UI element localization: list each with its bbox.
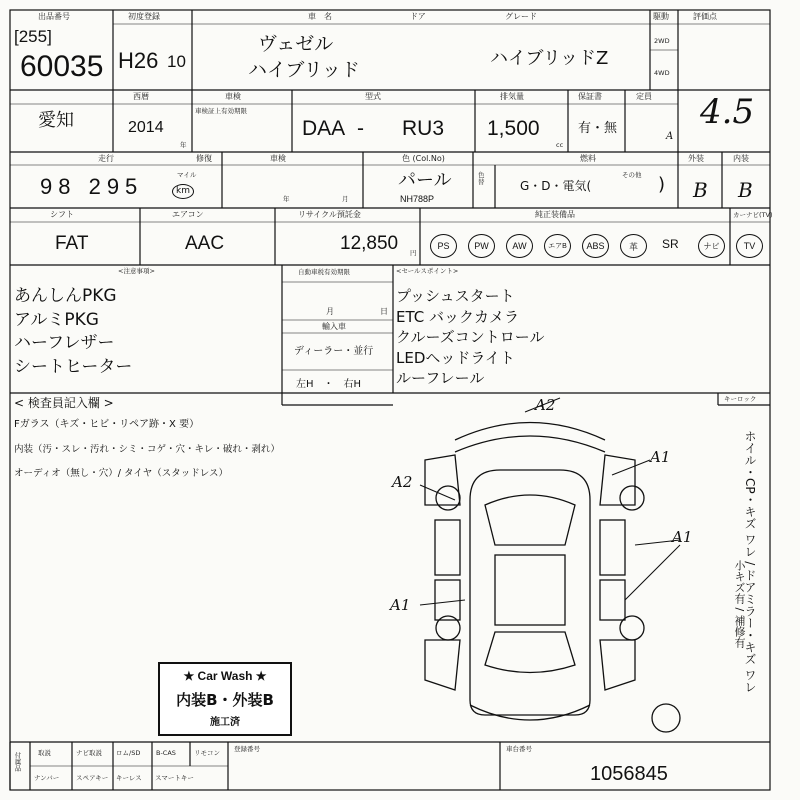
color-label: 色 (Col.No) <box>402 154 445 163</box>
door-label: ドア <box>410 12 426 21</box>
footer-cell: スマートキー <box>155 774 194 782</box>
car-subname: ハイブリッド <box>248 59 360 81</box>
damage-mark: A1 <box>650 448 671 466</box>
rear-bumper-shape <box>470 705 590 720</box>
left-rear-fender <box>425 640 460 690</box>
mile-label: マイル <box>177 171 197 179</box>
sales-item: LEDヘッドライト <box>396 348 515 367</box>
cc-label: 排気量 <box>500 92 524 101</box>
equip-sr: SR <box>662 237 679 251</box>
footer-cell: キーレス <box>116 774 142 782</box>
score-note: A <box>666 131 674 142</box>
equip-abs: ABS <box>582 234 609 258</box>
damage-mark: A2 <box>535 396 556 414</box>
yen-unit: 円 <box>410 249 417 257</box>
right-front-fender <box>600 455 635 505</box>
mileage-label: 走行 <box>98 154 114 163</box>
damage-mark: A1 <box>390 596 411 614</box>
fuel-options: G・D・電気( <box>520 179 592 193</box>
fuel-label: 燃料 <box>580 154 596 163</box>
footer-cell: スペアキー <box>76 774 109 782</box>
repair-label: 修復 <box>196 154 212 163</box>
displacement: 1,500 <box>487 117 540 140</box>
damage-mark: A1 <box>672 528 693 546</box>
year-western: 2014 <box>128 119 164 136</box>
region: 愛知 <box>38 110 74 131</box>
notes-item: ハーフレザー <box>14 333 115 353</box>
footer-chassis-label: 車台番号 <box>506 745 532 753</box>
chassis-number: 1056845 <box>590 763 668 785</box>
cc-unit: cc <box>556 141 564 149</box>
reg-era: H26 <box>118 48 159 73</box>
ac-label: エアコン <box>172 210 204 219</box>
front-bumper-shape <box>455 423 605 441</box>
front-left-wheel <box>436 486 460 510</box>
car-exam-label: 車検 <box>225 92 241 101</box>
right-rear-fender <box>600 640 635 690</box>
tax-day: 日 <box>380 307 388 316</box>
notes-label: <注意事項> <box>118 267 155 275</box>
equip-pw: PW <box>468 234 495 258</box>
inspector-line2: 内装（汚・スレ・汚れ・シミ・コゲ・穴・キレ・破れ・剥れ） <box>14 444 280 455</box>
inspector-line1: Fガラス（キズ・ヒビ・リペア跡・X 要） <box>14 419 200 430</box>
notes-item: アルミPKG <box>14 309 99 330</box>
shift-value: FAT <box>55 233 89 254</box>
footer-cell: 取説 <box>38 749 51 757</box>
drive-2wd: 2WD <box>654 37 670 45</box>
tax-month: 月 <box>326 307 334 316</box>
sales-item: クルーズコントロール <box>396 328 545 346</box>
side-note-2: 小キズ有 / 補修有 <box>733 560 746 648</box>
notes-item: あんしんPKG <box>14 286 117 306</box>
equip-aw: AW <box>506 234 533 258</box>
year-unit: 年 <box>180 141 187 149</box>
type-label: 型式 <box>365 92 381 101</box>
inspector-line3: オーディオ（無し・穴）/ タイヤ（スタッドレス） <box>14 468 228 479</box>
footer-side-label: 付属品 <box>13 752 22 772</box>
name-label: 車 名 <box>308 12 332 21</box>
tax-expiry-label: 自動車税有効期限 <box>298 268 350 276</box>
footer-cell: ナンバー <box>34 774 60 782</box>
sales-item: プッシュスタート <box>396 287 515 305</box>
footer-cell: B-CAS <box>156 749 176 757</box>
footer-cell: ロム/SD <box>116 749 141 757</box>
footer-cell: ナビ取説 <box>76 749 102 757</box>
car-wash-line2: 施工済 <box>210 717 240 728</box>
footer-cell: リモコン <box>194 749 220 757</box>
model-prefix: DAA <box>302 117 346 140</box>
score-value: 4.5 <box>700 92 755 132</box>
car-wash-line1: 内装B・外装B <box>176 691 274 709</box>
inspector-title: < 検査員記入欄 > <box>14 396 114 410</box>
warranty: 有・無 <box>578 121 618 136</box>
car-name: ヴェゼル <box>258 33 334 55</box>
lot-number: 60035 <box>20 50 104 83</box>
interior-grade: B <box>738 178 753 202</box>
year-label: 西暦 <box>133 92 149 101</box>
spare-tire <box>652 704 680 732</box>
fuel-close: ) <box>658 174 666 195</box>
exterior-label: 外装 <box>688 154 704 163</box>
sales-item: ETC バックカメラ <box>396 307 520 326</box>
drive-4wd: 4WD <box>654 69 670 77</box>
grade-label: グレード <box>505 12 537 21</box>
exam-year-unit: 年 <box>283 195 290 203</box>
shift-label: シフト <box>50 210 74 219</box>
key-lock-label: キーロック <box>724 395 757 403</box>
color-code: NH788P <box>400 194 435 204</box>
dealer-label: ディーラー・並行 <box>294 346 374 357</box>
lot-label: 出品番号 <box>38 12 70 21</box>
equip-airbag: エアB <box>544 234 571 258</box>
reg-label: 初度登録 <box>128 12 160 21</box>
exam-month-unit: 月 <box>342 195 349 203</box>
left-rear-door <box>435 580 460 620</box>
roof-shape <box>495 555 565 625</box>
notes-item: シートヒーター <box>14 356 133 377</box>
capacity-label: 定員 <box>636 92 652 101</box>
mileage-digits: 98 295 <box>40 174 144 199</box>
footer-reg-label: 登録番号 <box>234 745 260 753</box>
fuel-other-label: その他 <box>622 171 642 179</box>
stamp-note: 車検証上有効期限 <box>195 107 247 115</box>
model-code: RU3 <box>402 117 445 140</box>
sales-label: <セールスポイント> <box>396 267 459 275</box>
aircon-value: AAC <box>185 233 225 254</box>
reg-month: 10 <box>167 52 186 71</box>
equip-ps: PS <box>430 234 457 258</box>
guarantee-label: 保証書 <box>578 92 602 101</box>
side-note: ホイル・CP・キズ ワレ / ドアミラー・キズ ワレ <box>743 430 757 693</box>
car-wash-stamp <box>158 662 292 736</box>
lot-code: [255] <box>14 27 52 46</box>
damage-mark: A2 <box>392 473 413 491</box>
km-unit: km <box>172 184 194 199</box>
exterior-grade: B <box>693 178 708 202</box>
right-front-door <box>600 520 625 575</box>
car-wash-title: ★ Car Wash ★ <box>183 669 267 683</box>
interior-label: 内装 <box>733 154 749 163</box>
sales-item: ルーフレール <box>396 369 485 387</box>
color-name: パール <box>398 170 452 191</box>
equip-navi: ナビ <box>698 234 725 258</box>
left-front-fender <box>425 455 460 505</box>
equip-leather: 革 <box>620 234 647 258</box>
front-right-wheel <box>620 486 644 510</box>
recycle-label: リサイクル預託金 <box>298 210 361 219</box>
model-dash: - <box>357 117 364 140</box>
recycle-fee: 12,850 <box>340 233 399 254</box>
car-grade: ハイブリッドZ <box>490 48 609 69</box>
score-label: 評価点 <box>693 12 717 21</box>
equipment-label: 純正装備品 <box>535 210 575 219</box>
front-bumper-inner <box>455 436 605 452</box>
tuner-label: カーナビ(TV) <box>733 211 773 219</box>
import-label: 輸入車 <box>322 322 346 331</box>
car-body-outline <box>470 470 590 715</box>
right-rear-door <box>600 580 625 620</box>
left-front-door <box>435 520 460 575</box>
equip-tv: TV <box>736 234 763 258</box>
color-change-label: 色替 <box>478 171 485 186</box>
rear-window-shape <box>485 632 575 673</box>
drive-label: 駆動 <box>653 12 669 21</box>
windshield-shape <box>485 495 575 545</box>
car-exam-label-2: 車検 <box>270 154 286 163</box>
steering-label: 左H ・ 右H <box>296 379 362 390</box>
